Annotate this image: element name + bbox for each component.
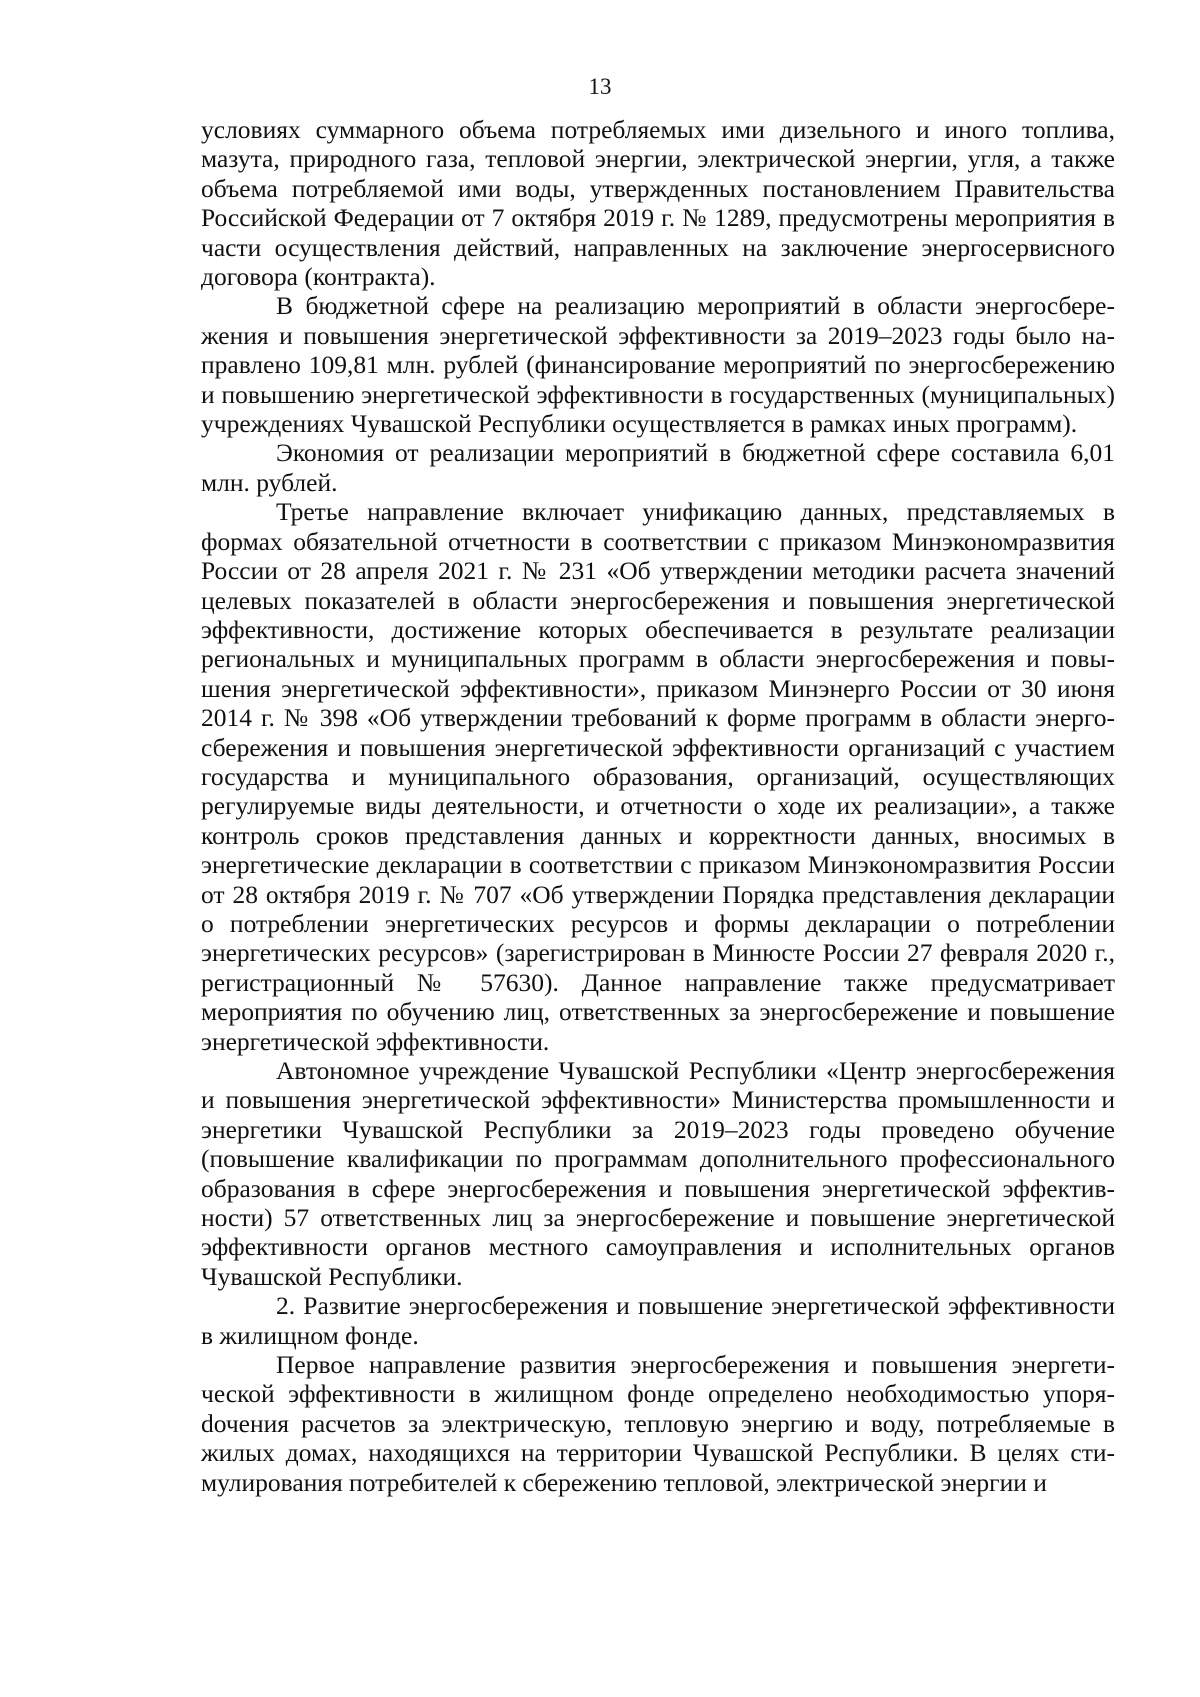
paragraph-budget-funding: В бюджетной сфере на реализацию мероприятий в области энергосбережения и повышения энергетической эффективности за 2019–2023 годы было направлено 109,81 млн. рублей (финансирование мероприятий по энергосбережению и повышению энергетической эффективности в государственных (муниципальных) учреждениях Чувашской Республики осуществляется в рамках иных программ). [201,291,1115,439]
paragraph-third-direction: Третье направление включает унификацию данных, представляемых в формах обязательной отчетности в соответствии с приказом Минэкономразвития России от 28 апреля 2021 г. № 231 «Об утверждении методики расчета значений целевых показателей в области энергосбережения и повышения энергетической эффективности, достижение которых обеспечивается в результате реализации региональных и муниципальных программ в области энергосбережения и повышения энергетической эффективности», приказом Минэнерго России от 30 июня 2014 г. № 398 «Об утверждении требований к форме программ в области энергосбережения и повышения энергетической эффективности организаций с участием государства и муниципального образования, организаций, осуществляющих регулируемые виды деятельности, и отчетности о ходе их реализации», а также контроль сроков представления данных и корректности данных, вносимых в энергетические декларации в соответствии с приказом Минэкономразвития России от 28 октября 2019 г. № 707 «Об утверждении Порядка представления декларации о потреблении энергетических ресурсов и формы декларации о потреблении энергетических ресурсов» (зарегистрирован в Минюсте России 27 февраля 2020 г., регистрационный № 57630). Данное направление также предусматривает мероприятия по обучению лиц, ответственных за энергосбережение и повышение энергетической эффективности. [201,497,1115,1056]
paragraph-housing-first-direction: Первое направление развития энергосбережения и повышения энергетической эффективности в жилищном фонде определено необходимостью упоряdочения расчетов за электрическую, тепловую энергию и воду, потребляемые в жилых домах, находящихся на территории Чувашской Республики. В целях стимулирования потребителей к сбережению тепловой, электрической энергии и [201,1350,1115,1497]
paragraph-continuation: условиях суммарного объема потребляемых ими дизельного и иного топлива, мазута, природного газа, тепловой энергии, электрической энергии, угля, а также объема потребляемой ими воды, утвержденных постановлением Правительства Российской Федерации от 7 октября 2019 г. № 1289, предусмотрены мероприятия в части осуществления действий, направленных на заключение энергосервисного договора (контракта). [201,115,1115,292]
paragraph-budget-savings: Экономия от реализации мероприятий в бюджетной сфере составила 6,01 млн. рублей. [201,438,1115,497]
page-number: 13 [588,74,612,99]
section-heading-housing: 2. Развитие энергосбережения и повышение энергетической эффективности в жилищном фонде. [201,1291,1115,1350]
paragraph-training-center: Автономное учреждение Чувашской Республики «Центр энергосбережения и повышения энергетической эффективности» Министерства промышленности и энергетики Чувашской Республики за 2019–2023 годы проведено обучение (повышение квалификации по программам дополнительного профессионального образования в сфере энергосбережения и повышения энергетической эффективности) 57 ответственных лиц за энергосбережение и повышение энергетической эффективности органов местного самоуправления и исполнительных органов Чувашской Республики. [201,1056,1115,1291]
document-body [201,115,1115,1497]
